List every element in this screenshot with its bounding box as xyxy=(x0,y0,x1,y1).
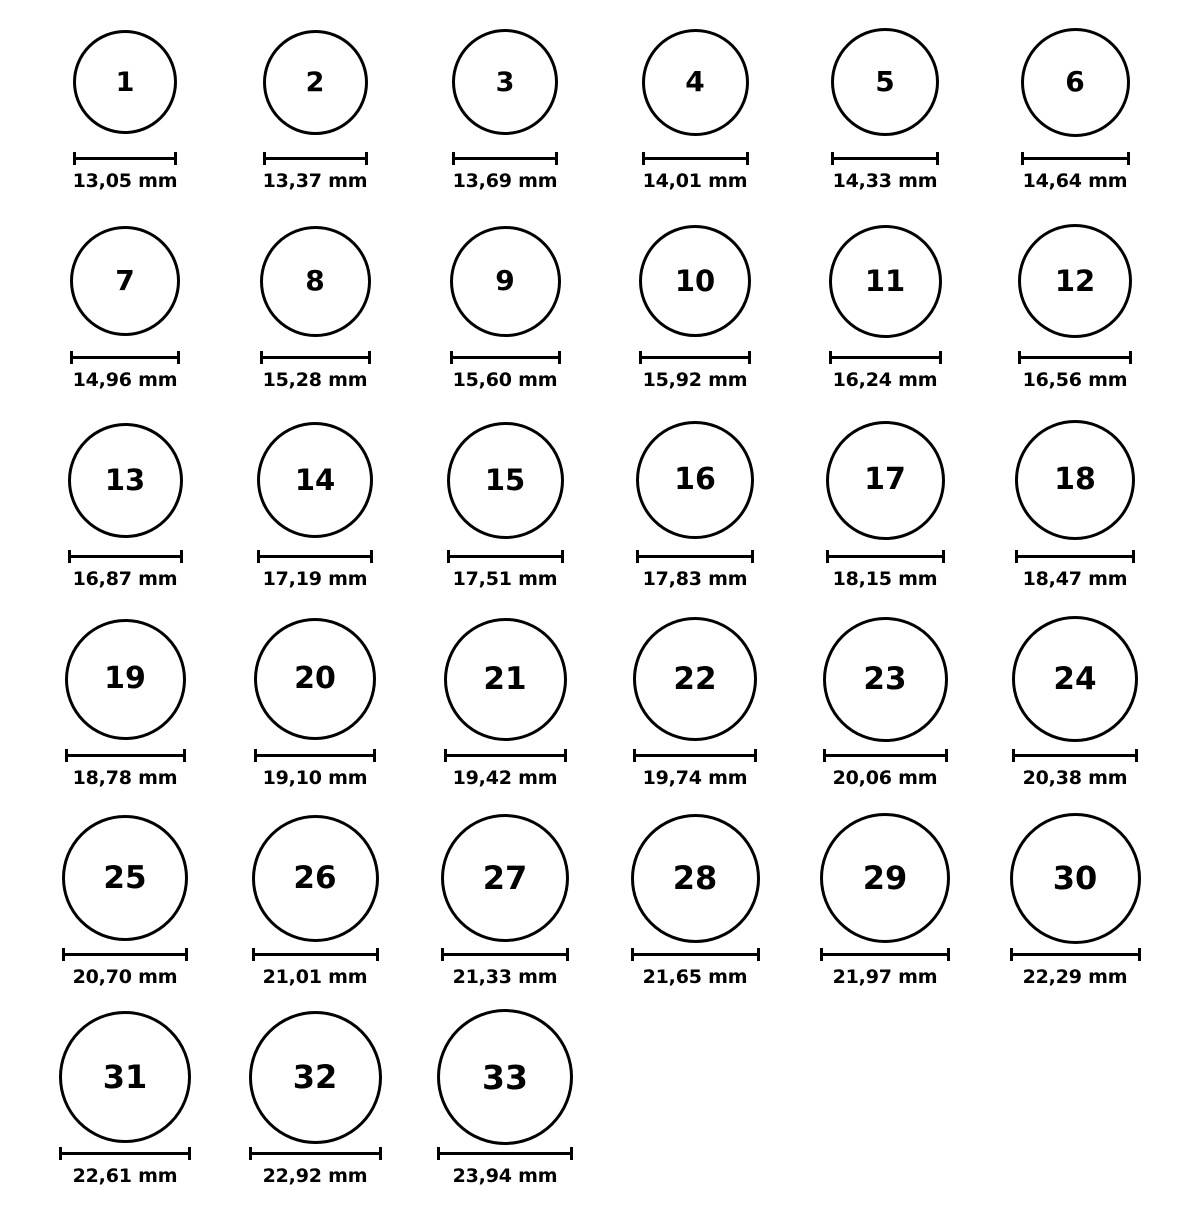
diameter-label: 21,65 mm xyxy=(642,966,748,988)
ring-circle-icon xyxy=(452,29,558,135)
diameter-label: 13,69 mm xyxy=(452,170,558,192)
ring-circle-icon xyxy=(252,815,379,942)
ring-size-cell xyxy=(790,213,980,412)
diameter-measure-bar xyxy=(820,948,950,960)
ring-size-number: 2 xyxy=(305,66,325,98)
ring-circle-icon xyxy=(636,421,754,539)
measure-end-cap-left-icon xyxy=(1021,152,1024,165)
diameter-measure-bar xyxy=(639,351,751,363)
diameter-measure-bar xyxy=(826,550,945,562)
diameter-label: 16,87 mm xyxy=(72,568,178,590)
ring-size-number: 32 xyxy=(292,1058,338,1096)
measure-end-cap-right-icon xyxy=(376,948,379,961)
ring-size-number: 19 xyxy=(104,661,146,696)
ring-size-number: 24 xyxy=(1053,660,1097,697)
diameter-label: 22,61 mm xyxy=(72,1165,178,1187)
diameter-label: 21,97 mm xyxy=(832,966,938,988)
ring-circle-icon xyxy=(633,617,757,741)
ring-circle-wrap xyxy=(263,14,368,150)
ring-circle-wrap xyxy=(59,1009,191,1145)
ring-circle-wrap xyxy=(820,810,950,946)
ring-size-cell xyxy=(30,412,220,611)
ring-size-number: 4 xyxy=(685,65,705,98)
ring-circle-wrap xyxy=(1010,810,1141,946)
measure-end-cap-right-icon xyxy=(936,152,939,165)
ring-circle-wrap xyxy=(62,810,188,946)
ring-circle-wrap xyxy=(260,213,371,349)
ring-size-cell xyxy=(30,810,220,1009)
ring-size-cell xyxy=(410,810,600,1009)
measure-end-cap-right-icon xyxy=(1138,948,1141,961)
ring-size-number: 1 xyxy=(115,66,135,98)
ring-size-cell xyxy=(30,213,220,412)
ring-circle-icon xyxy=(70,226,180,336)
diameter-measure-bar xyxy=(65,749,186,761)
diameter-label: 19,42 mm xyxy=(452,767,558,789)
measure-end-cap-left-icon xyxy=(452,152,455,165)
ring-circle-wrap xyxy=(257,412,373,548)
diameter-label: 21,01 mm xyxy=(262,966,368,988)
measure-end-cap-left-icon xyxy=(263,152,266,165)
ring-size-cell xyxy=(220,611,410,810)
ring-circle-icon xyxy=(68,423,183,538)
diameter-measure-bar xyxy=(450,351,561,363)
diameter-measure-bar xyxy=(1012,749,1138,761)
ring-size-number: 27 xyxy=(482,859,528,897)
diameter-label: 15,28 mm xyxy=(262,369,368,391)
diameter-measure-bar xyxy=(254,749,376,761)
ring-circle-wrap xyxy=(444,611,567,747)
ring-circle-icon xyxy=(826,421,945,540)
ring-circle-icon xyxy=(450,226,561,337)
measure-end-cap-left-icon xyxy=(823,749,826,762)
measure-end-cap-right-icon xyxy=(939,351,942,364)
ring-size-cell xyxy=(980,611,1170,810)
ring-size-number: 18 xyxy=(1054,462,1096,497)
measure-end-cap-right-icon xyxy=(183,749,186,762)
measure-end-cap-left-icon xyxy=(59,1147,62,1160)
diameter-measure-bar xyxy=(633,749,757,761)
ring-size-cell xyxy=(980,412,1170,611)
ring-size-cell xyxy=(980,14,1170,213)
ring-size-cell xyxy=(220,810,410,1009)
diameter-label: 23,94 mm xyxy=(452,1165,558,1187)
measure-end-cap-right-icon xyxy=(555,152,558,165)
ring-circle-icon xyxy=(441,814,569,942)
diameter-measure-bar xyxy=(441,948,569,960)
ring-circle-wrap xyxy=(450,213,561,349)
ring-circle-wrap xyxy=(1021,14,1130,150)
measure-end-cap-right-icon xyxy=(188,1147,191,1160)
ring-circle-wrap xyxy=(633,611,757,747)
diameter-label: 15,92 mm xyxy=(642,369,748,391)
diameter-measure-bar xyxy=(68,550,183,562)
diameter-measure-bar xyxy=(59,1147,191,1159)
ring-size-number: 17 xyxy=(864,462,906,497)
diameter-measure-bar xyxy=(257,550,373,562)
diameter-measure-bar xyxy=(62,948,188,960)
diameter-label: 16,24 mm xyxy=(832,369,938,391)
ring-size-cell xyxy=(790,810,980,1009)
ring-size-number: 28 xyxy=(672,859,718,897)
diameter-measure-bar xyxy=(447,550,564,562)
measure-end-cap-left-icon xyxy=(450,351,453,364)
diameter-label: 17,19 mm xyxy=(262,568,368,590)
measure-end-cap-left-icon xyxy=(1018,351,1021,364)
measure-end-cap-left-icon xyxy=(1010,948,1013,961)
ring-size-cell xyxy=(220,412,410,611)
ring-circle-icon xyxy=(1012,616,1138,742)
measure-end-cap-right-icon xyxy=(566,948,569,961)
measure-end-cap-right-icon xyxy=(365,152,368,165)
ring-size-number: 22 xyxy=(673,660,717,697)
diameter-measure-bar xyxy=(452,152,558,164)
measure-end-cap-left-icon xyxy=(639,351,642,364)
diameter-measure-bar xyxy=(823,749,948,761)
ring-size-number: 20 xyxy=(294,661,336,696)
ring-size-number: 30 xyxy=(1052,859,1098,897)
ring-size-cell xyxy=(30,611,220,810)
diameter-measure-bar xyxy=(1010,948,1141,960)
measure-end-cap-right-icon xyxy=(373,749,376,762)
measure-end-cap-left-icon xyxy=(257,550,260,563)
ring-circle-icon xyxy=(1015,420,1135,540)
ring-circle-icon xyxy=(820,813,950,943)
ring-size-cell xyxy=(980,810,1170,1009)
diameter-label: 20,38 mm xyxy=(1022,767,1128,789)
ring-size-number: 29 xyxy=(862,859,908,897)
ring-circle-icon xyxy=(829,225,942,338)
ring-circle-wrap xyxy=(639,213,751,349)
ring-size-number: 13 xyxy=(104,462,146,497)
ring-size-number: 10 xyxy=(674,263,716,298)
measure-end-cap-right-icon xyxy=(370,550,373,563)
ring-circle-wrap xyxy=(254,611,376,747)
ring-size-cell xyxy=(600,412,790,611)
ring-size-cell xyxy=(600,611,790,810)
ring-size-cell xyxy=(600,213,790,412)
ring-size-number: 26 xyxy=(293,859,337,896)
ring-circle-icon xyxy=(73,30,177,134)
measure-end-cap-left-icon xyxy=(70,351,73,364)
diameter-label: 20,70 mm xyxy=(72,966,178,988)
diameter-label: 13,05 mm xyxy=(72,170,178,192)
ring-size-grid xyxy=(30,14,1170,1208)
ring-circle-wrap xyxy=(249,1009,382,1145)
measure-end-cap-right-icon xyxy=(558,351,561,364)
ring-circle-icon xyxy=(260,226,371,337)
diameter-label: 22,92 mm xyxy=(262,1165,368,1187)
ring-size-number: 15 xyxy=(484,462,526,497)
ring-size-cell xyxy=(220,14,410,213)
measure-end-cap-right-icon xyxy=(945,749,948,762)
measure-end-cap-left-icon xyxy=(260,351,263,364)
measure-end-cap-right-icon xyxy=(947,948,950,961)
diameter-label: 17,51 mm xyxy=(452,568,558,590)
diameter-measure-bar xyxy=(829,351,942,363)
diameter-measure-bar xyxy=(631,948,760,960)
measure-end-cap-right-icon xyxy=(751,550,754,563)
ring-size-cell xyxy=(790,14,980,213)
measure-end-cap-left-icon xyxy=(252,948,255,961)
diameter-measure-bar xyxy=(252,948,379,960)
ring-size-cell xyxy=(600,14,790,213)
ring-circle-icon xyxy=(642,29,749,136)
ring-circle-wrap xyxy=(437,1009,573,1145)
measure-end-cap-left-icon xyxy=(437,1147,440,1160)
ring-circle-icon xyxy=(823,617,948,742)
ring-circle-icon xyxy=(263,30,368,135)
measure-end-cap-left-icon xyxy=(831,152,834,165)
ring-circle-wrap xyxy=(823,611,948,747)
measure-end-cap-left-icon xyxy=(65,749,68,762)
ring-size-number: 21 xyxy=(483,660,527,697)
ring-circle-icon xyxy=(444,618,567,741)
ring-circle-icon xyxy=(831,28,939,136)
diameter-label: 22,29 mm xyxy=(1022,966,1128,988)
ring-circle-icon xyxy=(254,618,376,740)
measure-end-cap-right-icon xyxy=(748,351,751,364)
measure-end-cap-left-icon xyxy=(631,948,634,961)
measure-end-cap-left-icon xyxy=(826,550,829,563)
ring-size-cell xyxy=(980,213,1170,412)
measure-end-cap-right-icon xyxy=(1135,749,1138,762)
ring-circle-wrap xyxy=(829,213,942,349)
ring-circle-icon xyxy=(1018,224,1132,338)
measure-end-cap-left-icon xyxy=(636,550,639,563)
diameter-label: 21,33 mm xyxy=(452,966,558,988)
diameter-measure-bar xyxy=(1018,351,1132,363)
ring-circle-wrap xyxy=(447,412,564,548)
ring-circle-wrap xyxy=(826,412,945,548)
ring-circle-wrap xyxy=(65,611,186,747)
ring-circle-icon xyxy=(631,814,760,943)
diameter-label: 18,78 mm xyxy=(72,767,178,789)
diameter-label: 14,64 mm xyxy=(1022,170,1128,192)
ring-circle-wrap xyxy=(1012,611,1138,747)
measure-end-cap-right-icon xyxy=(1132,550,1135,563)
diameter-label: 19,10 mm xyxy=(262,767,368,789)
diameter-label: 20,06 mm xyxy=(832,767,938,789)
ring-size-cell xyxy=(410,1009,600,1208)
ring-size-number: 31 xyxy=(102,1058,148,1096)
ring-circle-wrap xyxy=(252,810,379,946)
ring-size-number: 8 xyxy=(305,264,325,297)
ring-size-number: 7 xyxy=(115,264,135,297)
ring-size-cell xyxy=(220,213,410,412)
ring-size-number: 9 xyxy=(495,264,515,297)
ring-circle-wrap xyxy=(70,213,180,349)
ring-circle-icon xyxy=(1010,813,1141,944)
ring-circle-icon xyxy=(257,422,373,538)
ring-size-number: 14 xyxy=(294,462,336,497)
ring-circle-icon xyxy=(447,422,564,539)
diameter-label: 14,01 mm xyxy=(642,170,748,192)
ring-circle-wrap xyxy=(1018,213,1132,349)
diameter-measure-bar xyxy=(1021,152,1130,164)
measure-end-cap-left-icon xyxy=(444,749,447,762)
ring-size-cell xyxy=(790,611,980,810)
ring-circle-wrap xyxy=(631,810,760,946)
ring-circle-icon xyxy=(639,225,751,337)
ring-circle-icon xyxy=(437,1009,573,1145)
diameter-measure-bar xyxy=(70,351,180,363)
measure-end-cap-left-icon xyxy=(642,152,645,165)
ring-size-number: 25 xyxy=(103,859,147,896)
ring-circle-wrap xyxy=(73,14,177,150)
measure-end-cap-left-icon xyxy=(254,749,257,762)
diameter-measure-bar xyxy=(642,152,749,164)
measure-end-cap-left-icon xyxy=(73,152,76,165)
ring-circle-wrap xyxy=(441,810,569,946)
ring-size-cell xyxy=(410,412,600,611)
diameter-label: 18,15 mm xyxy=(832,568,938,590)
ring-circle-wrap xyxy=(831,14,939,150)
measure-end-cap-right-icon xyxy=(757,948,760,961)
diameter-label: 14,96 mm xyxy=(72,369,178,391)
ring-size-cell xyxy=(220,1009,410,1208)
ring-size-number: 16 xyxy=(674,462,716,497)
measure-end-cap-left-icon xyxy=(68,550,71,563)
ring-size-number: 23 xyxy=(863,660,907,697)
diameter-measure-bar xyxy=(636,550,754,562)
diameter-label: 19,74 mm xyxy=(642,767,748,789)
ring-circle-icon xyxy=(62,815,188,941)
measure-end-cap-right-icon xyxy=(1127,152,1130,165)
ring-size-number: 12 xyxy=(1054,263,1096,298)
measure-end-cap-left-icon xyxy=(829,351,832,364)
measure-end-cap-left-icon xyxy=(633,749,636,762)
measure-end-cap-right-icon xyxy=(564,749,567,762)
ring-size-cell xyxy=(30,1009,220,1208)
diameter-label: 18,47 mm xyxy=(1022,568,1128,590)
diameter-measure-bar xyxy=(437,1147,573,1159)
measure-end-cap-right-icon xyxy=(561,550,564,563)
measure-end-cap-right-icon xyxy=(746,152,749,165)
measure-end-cap-right-icon xyxy=(180,550,183,563)
diameter-label: 17,83 mm xyxy=(642,568,748,590)
measure-end-cap-left-icon xyxy=(1015,550,1018,563)
measure-end-cap-right-icon xyxy=(185,948,188,961)
measure-end-cap-right-icon xyxy=(379,1147,382,1160)
ring-size-number: 5 xyxy=(875,65,895,98)
ring-size-number: 11 xyxy=(864,263,906,298)
diameter-measure-bar xyxy=(444,749,567,761)
ring-circle-wrap xyxy=(636,412,754,548)
measure-end-cap-left-icon xyxy=(1012,749,1015,762)
ring-circle-icon xyxy=(1021,28,1130,137)
diameter-measure-bar xyxy=(260,351,371,363)
ring-size-number: 6 xyxy=(1065,65,1085,98)
measure-end-cap-right-icon xyxy=(1129,351,1132,364)
diameter-measure-bar xyxy=(73,152,177,164)
ring-circle-wrap xyxy=(452,14,558,150)
diameter-label: 13,37 mm xyxy=(262,170,368,192)
ring-circle-icon xyxy=(65,619,186,740)
ring-size-cell xyxy=(410,611,600,810)
ring-circle-wrap xyxy=(1015,412,1135,548)
ring-size-cell xyxy=(410,213,600,412)
measure-end-cap-left-icon xyxy=(62,948,65,961)
ring-size-cell xyxy=(600,810,790,1009)
ring-circle-wrap xyxy=(68,412,183,548)
measure-end-cap-right-icon xyxy=(177,351,180,364)
measure-end-cap-right-icon xyxy=(174,152,177,165)
diameter-measure-bar xyxy=(1015,550,1135,562)
measure-end-cap-left-icon xyxy=(441,948,444,961)
ring-size-number: 33 xyxy=(482,1057,528,1097)
ring-circle-icon xyxy=(59,1011,191,1143)
ring-size-number: 3 xyxy=(495,66,515,98)
measure-end-cap-left-icon xyxy=(249,1147,252,1160)
measure-end-cap-right-icon xyxy=(570,1147,573,1160)
measure-end-cap-left-icon xyxy=(820,948,823,961)
ring-circle-icon xyxy=(249,1011,382,1144)
ring-size-cell xyxy=(30,14,220,213)
diameter-label: 14,33 mm xyxy=(832,170,938,192)
measure-end-cap-right-icon xyxy=(368,351,371,364)
ring-size-cell xyxy=(410,14,600,213)
measure-end-cap-right-icon xyxy=(754,749,757,762)
measure-end-cap-right-icon xyxy=(942,550,945,563)
diameter-measure-bar xyxy=(249,1147,382,1159)
diameter-label: 15,60 mm xyxy=(452,369,558,391)
ring-size-cell xyxy=(790,412,980,611)
diameter-measure-bar xyxy=(263,152,368,164)
diameter-measure-bar xyxy=(831,152,939,164)
diameter-label: 16,56 mm xyxy=(1022,369,1128,391)
ring-circle-wrap xyxy=(642,14,749,150)
measure-end-cap-left-icon xyxy=(447,550,450,563)
